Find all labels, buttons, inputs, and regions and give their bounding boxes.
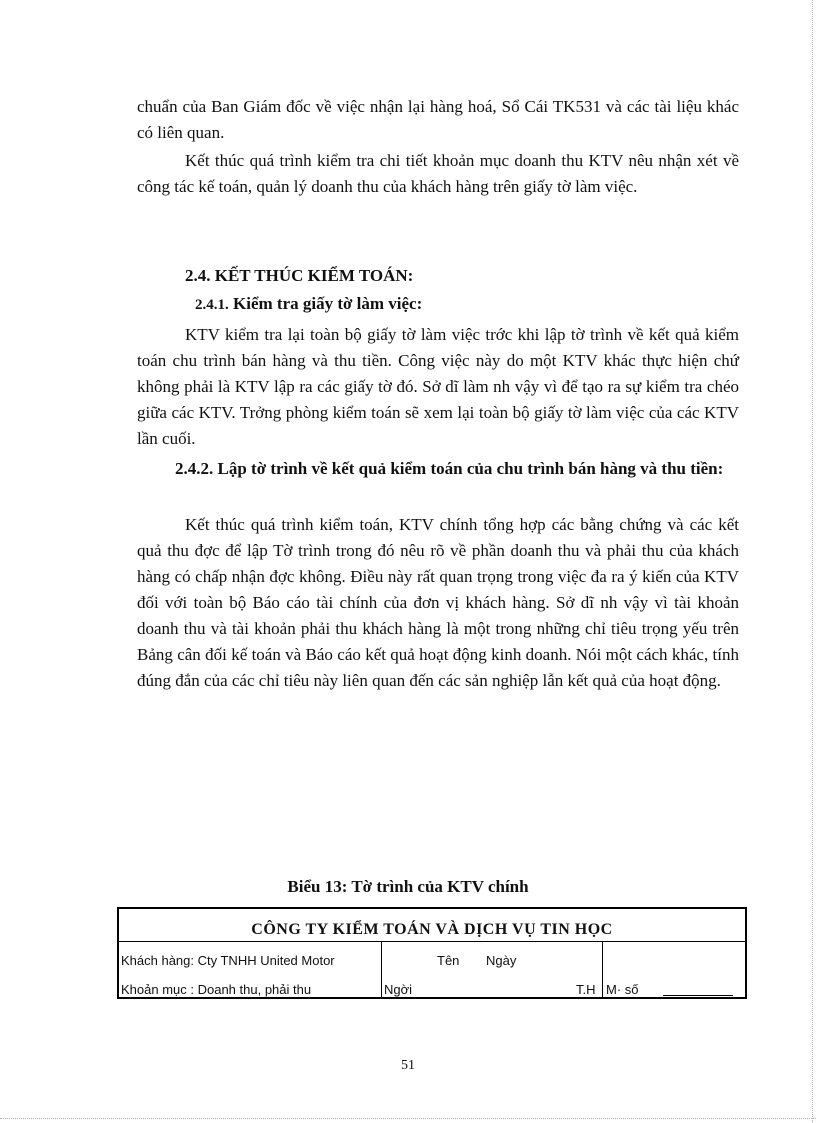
form-divider [119,941,745,942]
heading-2-4-1 [195,294,422,314]
heading-2-4: 2.4. KẾT THÚC KIỂM TOÁN: [185,266,414,285]
heading-2-4-2: 2.4.2. Lập tờ trình về kết quả kiểm toán của chu trình bán hàng và thu tiền: [175,459,724,478]
th-label: T.H [576,982,596,997]
page-number: 51 [401,1058,415,1073]
code-label: M· số [606,982,639,997]
form-column-divider-1 [381,941,382,999]
paragraph-1: chuẩn của Ban Giám đốc về việc nhận lại hàng hoá, Sổ Cái TK531 và các tài liệu khác có liên quan. [137,97,739,142]
heading-2-4-1-number: 2.4.1. [195,297,229,313]
paragraph-4: Kết thúc quá trình kiểm toán, KTV chính tổng hợp các bằng chứng và các kết quả thu đợc để lập Tờ trình trong đó nêu rõ về phần doanh thu và phải thu của khách hàng có chấp nhận đợc không. Điều này rất quan trọng trong việc đa ra ý kiến của KTV đối với toàn bộ Báo cáo tài chính của đơn vị khách hàng. Sở dĩ nh vậy vì tài khoản doanh thu và tài khoản phải thu khách hàng là một trong những chỉ tiêu trọng yếu trên Bảng cân đối kế toán và Báo cáo kết quả hoạt động kinh doanh. Nói một cách khác, tính đúng đắn của các chỉ tiêu này liên quan đến các sản nghiệp lẫn kết quả của hoạt động. [137,515,739,690]
person-label: Ngời [384,982,413,997]
form-column-divider-2 [602,941,603,999]
date-label: Ngày [486,953,517,968]
code-blank-line [663,995,733,996]
report-form-header [117,907,747,999]
page-margin-line [812,0,814,1123]
paragraph-3: KTV kiểm tra lại toàn bộ giấy tờ làm việc trớc khi lập tờ trình về kết quả kiểm toán chu trình bán hàng và thu tiền. Công việc này do một KTV khác thực hiện chứ không phải là KTV lập ra các giấy tờ đó. Sở dĩ làm nh vậy vì để tạo ra sự kiểm tra chéo giữa các KTV. Trởng phòng kiểm toán sẽ xem lại toàn bộ giấy tờ làm việc của các KTV lần cuối. [137,325,739,448]
heading-2-4-1-text: Kiểm tra giấy tờ làm việc: [233,294,423,313]
figure-caption: Biểu 13: Tờ trình của KTV chính [287,877,529,896]
client-label: Khách hàng: Cty TNHH United Motor [121,953,335,968]
paragraph-2: Kết thúc quá trình kiểm tra chi tiết khoản mục doanh thu KTV nêu nhận xét về công tác kế toán, quản lý doanh thu của khách hàng trên giấy tờ làm việc. [137,151,739,196]
account-label: Khoản mục : Doanh thu, phải thu [121,982,312,997]
name-label: Tên [437,953,460,968]
page-bottom-line [0,1118,816,1120]
company-name: CÔNG TY KIỂM TOÁN VÀ DỊCH VỤ TIN HỌC [251,921,613,938]
